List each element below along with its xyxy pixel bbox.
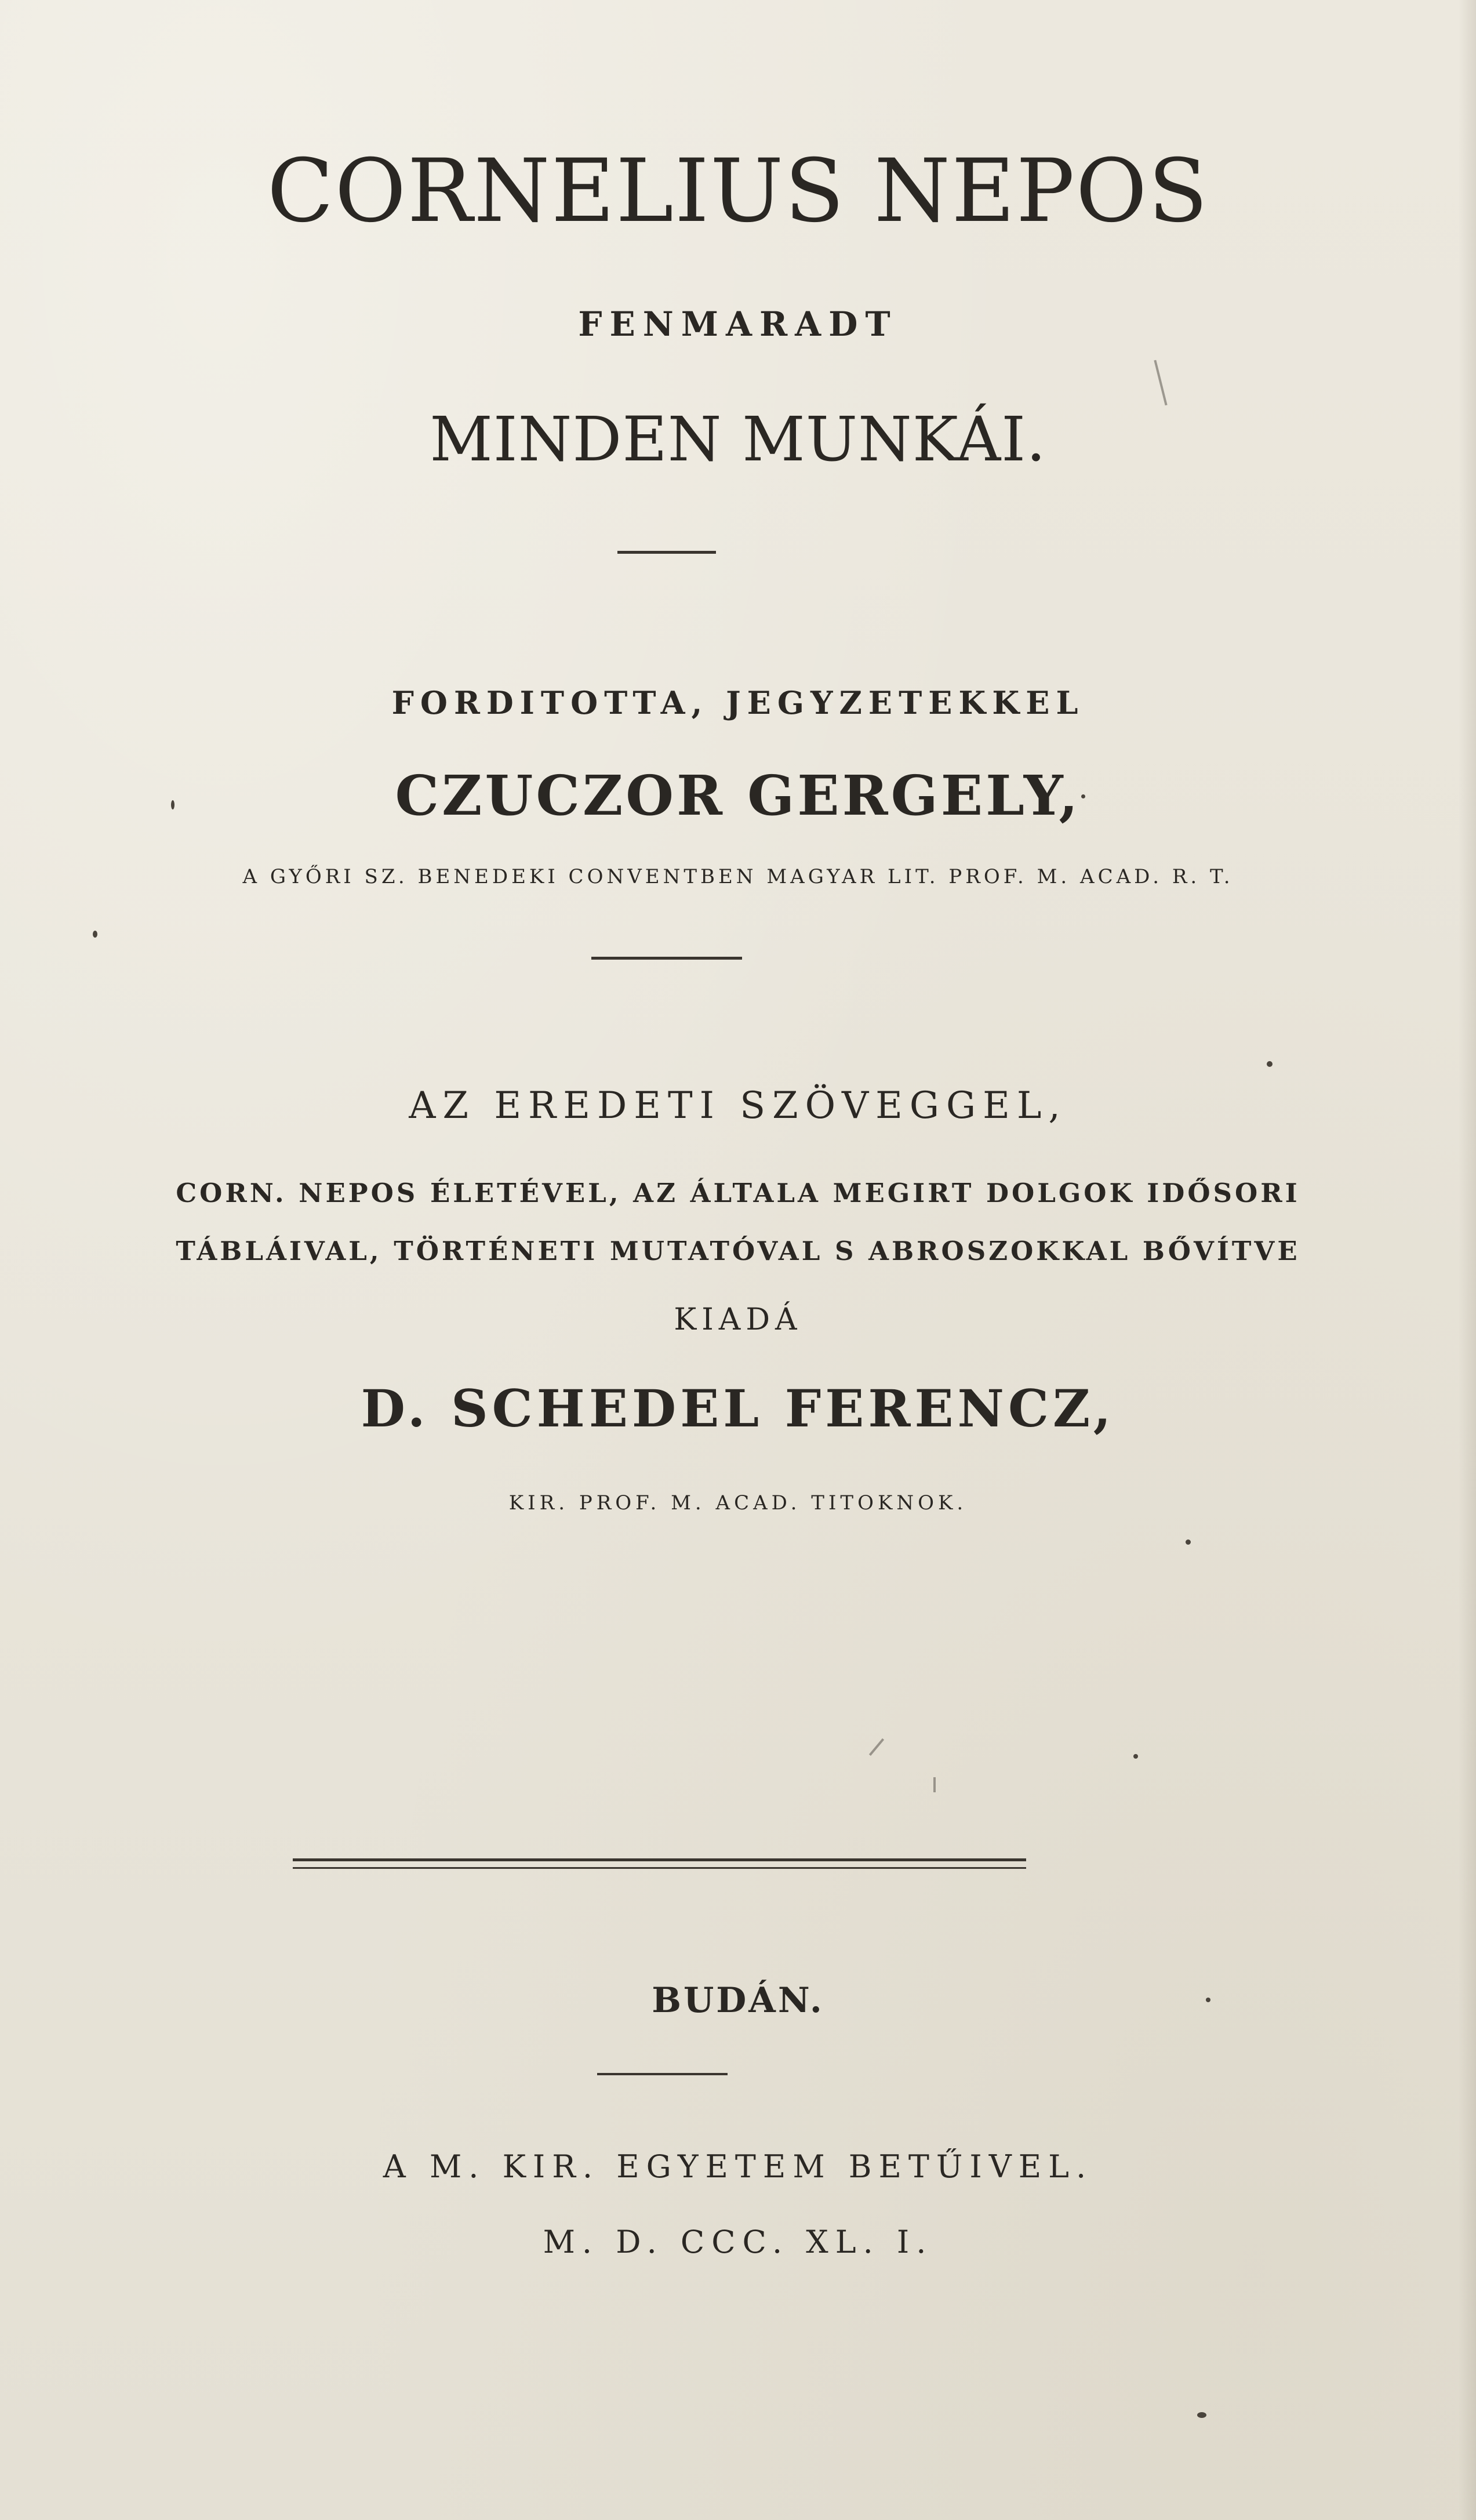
printer-line: A M. KIR. EGYETEM BETŰIVEL.: [383, 2148, 1093, 2185]
paper-scratch: [869, 1738, 884, 1756]
publication-year: M. D. CCC. XL. I.: [543, 2224, 933, 2260]
description-line-2: TÁBLÁIVAL, TÖRTÉNETI MUTATÓVAL S ABROSZOKKAL BŐVÍTVE: [176, 1236, 1300, 1266]
edition-note: AZ EREDETI SZÖVEGGEL,: [409, 1084, 1067, 1127]
paper-speck: [171, 800, 174, 809]
translator-name: CZUCZOR GERGELY,: [395, 764, 1081, 828]
paper-scratch: [1154, 360, 1167, 406]
editor-name: D. SCHEDEL FERENCZ,: [361, 1378, 1115, 1439]
paper-speck: [1133, 1754, 1138, 1759]
short-rule-2: [591, 957, 742, 960]
translator-affiliation: A GYŐRI SZ. BENEDEKI CONVENTBEN MAGYAR LIT. PROF. M. ACAD. R. T.: [242, 865, 1234, 888]
subtitle-small: FENMARADT: [578, 304, 898, 344]
paper-speck: [1206, 1998, 1210, 2002]
double-rule: [293, 1858, 1026, 1869]
paper-speck: [93, 931, 97, 938]
translated-by-line: FORDITOTTA, JEGYZETEKKEL: [391, 684, 1085, 721]
paper-scratch: [933, 1777, 936, 1792]
paper-speck: [1197, 2412, 1206, 2418]
editor-affiliation: KIR. PROF. M. ACAD. TITOKNOK.: [508, 1491, 968, 1515]
paper-speck: [1186, 1539, 1191, 1545]
description-line-1: CORN. NEPOS ÉLETÉVEL, AZ ÁLTALA MEGIRT DOLGOK IDŐSORI: [176, 1178, 1300, 1208]
author-name: CORNELIUS NEPOS: [267, 141, 1209, 242]
place-of-publication: BUDÁN.: [652, 1980, 824, 2021]
short-rule-3: [597, 2073, 728, 2075]
publisher-label: KIADÁ: [674, 1302, 802, 1337]
paper-speck: [1081, 794, 1085, 798]
paper-speck: [1267, 1061, 1273, 1067]
short-rule-1: [617, 551, 716, 554]
book-title: MINDEN MUNKÁI.: [430, 404, 1046, 475]
